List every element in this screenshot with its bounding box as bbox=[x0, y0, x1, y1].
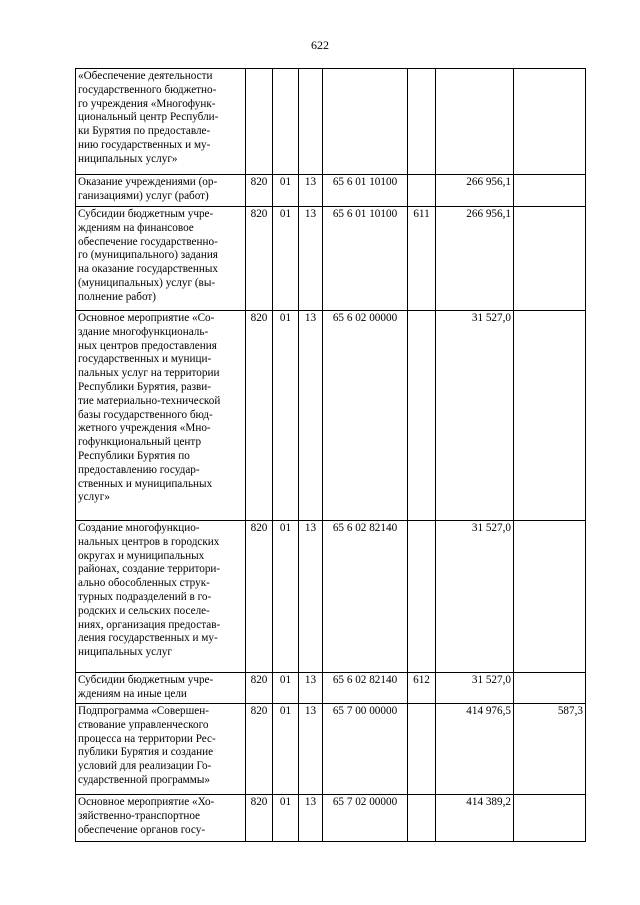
table-row bbox=[76, 704, 586, 795]
row-name: Основное мероприятие «Со- здание многофункциональ- ных центров предоставления государственных и муници- пальных услуг на территории Республики Бурятия, разви- тие материально-технической базы государственного бюд- жетного учреждения «Мно- гофункциональный центр Республики Бурятия по предоставлению государ- ственных и муниципальных услуг» bbox=[76, 311, 246, 521]
expense-type-code bbox=[408, 69, 436, 175]
sum-value bbox=[436, 69, 514, 175]
section-code: 01 bbox=[273, 521, 299, 673]
row-name: Субсидии бюджетным учре- ждениям на финансовое обеспечение государственно- го (муниципального) задания на оказание государственных (муниципальных) услуг (вы- полнение работ) bbox=[76, 207, 246, 311]
section-code: 01 bbox=[273, 175, 299, 207]
section-code bbox=[273, 69, 299, 175]
gov-code bbox=[246, 69, 273, 175]
row-name: Основное мероприятие «Хо- зяйственно-транспортное обеспечение органов госу- bbox=[76, 795, 246, 842]
row-name: «Обеспечение деятельности государственного бюджетно- го учреждения «Многофунк- циональный центр Республи- ки Бурятия по предоставле- нию государственных и му- ниципальных услуг» bbox=[76, 69, 246, 175]
row-name: Оказание учреждениями (ор- ганизациями) услуг (работ) bbox=[76, 175, 246, 207]
target-code: 65 7 00 00000 bbox=[323, 704, 408, 795]
sum-value: 31 527,0 bbox=[436, 311, 514, 521]
table-row bbox=[76, 673, 586, 704]
expense-type-code bbox=[408, 704, 436, 795]
gov-code: 820 bbox=[246, 207, 273, 311]
target-code: 65 6 02 00000 bbox=[323, 311, 408, 521]
target-code bbox=[323, 69, 408, 175]
section-code: 01 bbox=[273, 207, 299, 311]
page-number: 622 bbox=[311, 38, 329, 52]
row-name: Создание многофункцио- нальных центров в городских округах и муниципальных районах, создание территори- ально обособленных струк- турных подразделений в го- родских и сельских поселе- ниях, организация предостав- ления государственных и му- ниципальных услуг bbox=[76, 521, 246, 673]
sum-value-2 bbox=[514, 207, 586, 311]
expense-type-code: 612 bbox=[408, 673, 436, 704]
sum-value: 414 389,2 bbox=[436, 795, 514, 842]
target-code: 65 6 02 82140 bbox=[323, 673, 408, 704]
expense-type-code bbox=[408, 311, 436, 521]
target-code: 65 6 02 82140 bbox=[323, 521, 408, 673]
gov-code: 820 bbox=[246, 311, 273, 521]
subsection-code bbox=[299, 69, 323, 175]
sum-value-2 bbox=[514, 69, 586, 175]
subsection-code: 13 bbox=[299, 207, 323, 311]
gov-code: 820 bbox=[246, 795, 273, 842]
table-row bbox=[76, 69, 586, 175]
sum-value: 414 976,5 bbox=[436, 704, 514, 795]
sum-value-2 bbox=[514, 175, 586, 207]
sum-value-2 bbox=[514, 311, 586, 521]
sum-value: 266 956,1 bbox=[436, 207, 514, 311]
subsection-code: 13 bbox=[299, 795, 323, 842]
section-code: 01 bbox=[273, 704, 299, 795]
target-code: 65 6 01 10100 bbox=[323, 175, 408, 207]
sum-value-2 bbox=[514, 673, 586, 704]
expense-type-code bbox=[408, 521, 436, 673]
target-code: 65 7 02 00000 bbox=[323, 795, 408, 842]
subsection-code: 13 bbox=[299, 704, 323, 795]
gov-code: 820 bbox=[246, 175, 273, 207]
target-code: 65 6 01 10100 bbox=[323, 207, 408, 311]
subsection-code: 13 bbox=[299, 311, 323, 521]
sum-value: 266 956,1 bbox=[436, 175, 514, 207]
gov-code: 820 bbox=[246, 673, 273, 704]
table-row bbox=[76, 175, 586, 207]
expense-type-code bbox=[408, 175, 436, 207]
subsection-code: 13 bbox=[299, 673, 323, 704]
sum-value: 31 527,0 bbox=[436, 521, 514, 673]
subsection-code: 13 bbox=[299, 175, 323, 207]
table-row bbox=[76, 795, 586, 842]
section-code: 01 bbox=[273, 311, 299, 521]
gov-code: 820 bbox=[246, 704, 273, 795]
sum-value-2 bbox=[514, 521, 586, 673]
expense-type-code: 611 bbox=[408, 207, 436, 311]
subsection-code: 13 bbox=[299, 521, 323, 673]
section-code: 01 bbox=[273, 673, 299, 704]
sum-value: 31 527,0 bbox=[436, 673, 514, 704]
section-code: 01 bbox=[273, 795, 299, 842]
table-row bbox=[76, 521, 586, 673]
gov-code: 820 bbox=[246, 521, 273, 673]
budget-table bbox=[75, 68, 586, 842]
row-name: Подпрограмма «Совершен- ствование управленческого процесса на территории Рес- публики Бурятия и создание условий для реализации Го- сударственной программы» bbox=[76, 704, 246, 795]
sum-value-2: 587,3 bbox=[514, 704, 586, 795]
row-name: Субсидии бюджетным учре- ждениям на иные цели bbox=[76, 673, 246, 704]
sum-value-2 bbox=[514, 795, 586, 842]
table-row bbox=[76, 207, 586, 311]
expense-type-code bbox=[408, 795, 436, 842]
table-row bbox=[76, 311, 586, 521]
